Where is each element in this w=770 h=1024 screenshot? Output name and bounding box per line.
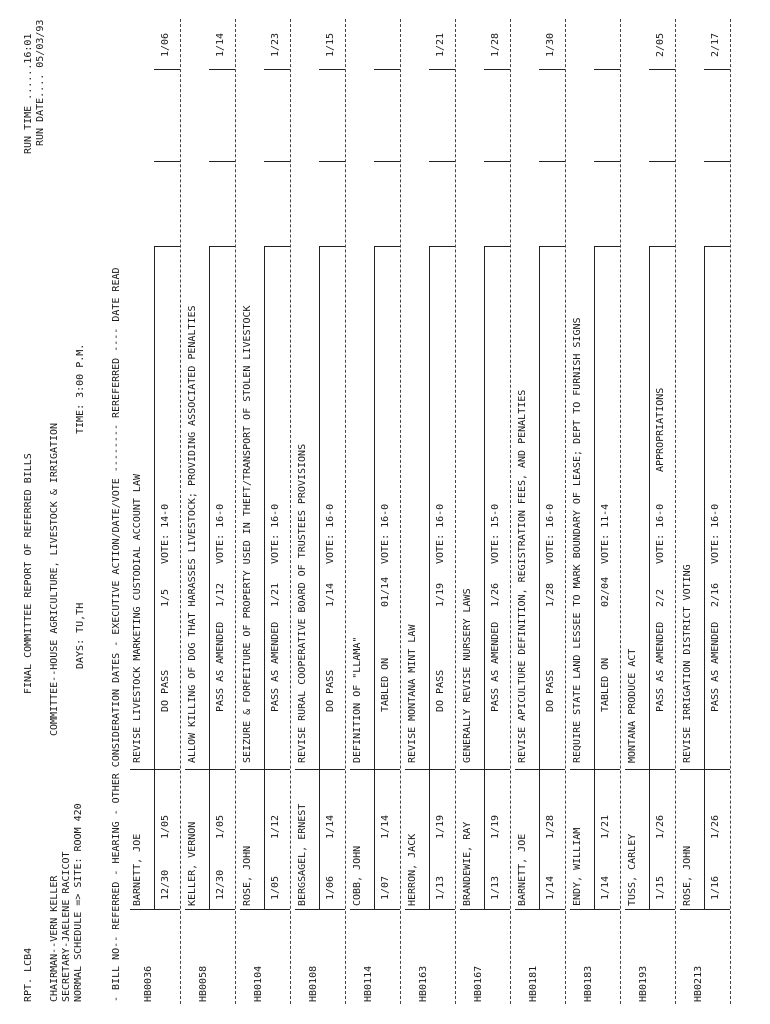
bill-row xyxy=(350,17,402,1002)
row-rule xyxy=(539,247,540,770)
row-rule xyxy=(594,247,595,770)
cell-divider xyxy=(130,909,180,910)
row-rule xyxy=(484,770,485,910)
cell-divider xyxy=(594,69,620,70)
schedule: NORMAL SCHEDULE => SITE: ROOM 420 xyxy=(73,803,84,1002)
cell-divider xyxy=(429,246,455,247)
hearing-date: 1/14 xyxy=(325,814,336,839)
referred-date: 1/14 xyxy=(600,875,611,900)
date-read: 2/05 xyxy=(655,32,666,57)
date-read: 1/30 xyxy=(545,32,556,57)
row-rule xyxy=(319,247,320,770)
bill-row xyxy=(460,17,512,1002)
cell-divider xyxy=(185,769,235,770)
row-rule xyxy=(429,247,430,770)
cell-divider xyxy=(539,69,565,70)
hearing-date: 1/05 xyxy=(160,814,171,839)
action-vote: VOTE: 16-0 xyxy=(435,503,446,564)
cell-divider xyxy=(209,69,235,70)
cell-divider xyxy=(484,246,510,247)
cell-divider xyxy=(704,161,730,162)
bill-number: HB0193 xyxy=(638,965,649,1002)
cell-divider xyxy=(405,769,455,770)
action-vote: VOTE: 11-4 xyxy=(600,503,611,564)
bill-number: HB0181 xyxy=(528,965,539,1002)
row-divider xyxy=(455,19,456,1004)
bill-title: MONTANA PRODUCE ACT xyxy=(627,648,638,763)
row-divider xyxy=(400,19,401,1004)
cell-divider xyxy=(484,161,510,162)
row-divider xyxy=(290,19,291,1004)
bill-row xyxy=(240,17,292,1002)
bill-number: HB0167 xyxy=(473,965,484,1002)
date-read: 1/06 xyxy=(160,32,171,57)
bill-row xyxy=(625,17,677,1002)
action-date: 1/19 xyxy=(435,582,446,607)
referred-date: 1/13 xyxy=(435,875,446,900)
row-divider xyxy=(675,19,676,1004)
meeting-time: TIME: 3:00 P.M. xyxy=(75,343,86,434)
cell-divider xyxy=(704,246,730,247)
action-date: 1/5 xyxy=(160,588,171,607)
meeting-days: DAYS: TU,TH xyxy=(75,602,86,669)
date-read: 1/14 xyxy=(215,32,226,57)
hearing-date: 1/14 xyxy=(380,814,391,839)
bill-title: ALLOW KILLING OF DOG THAT HARASSES LIVESTOCK; PROVIDING ASSOCIATED PENALTIES xyxy=(187,305,198,763)
bill-number: HB0036 xyxy=(143,965,154,1002)
action-date: 02/04 xyxy=(600,576,611,607)
executive-action: TABLED ON xyxy=(380,657,391,712)
bill-sponsor: BERGSAGEL, ERNEST xyxy=(297,803,308,906)
cell-divider xyxy=(240,769,290,770)
hearing-date: 1/19 xyxy=(435,814,446,839)
run-date: RUN DATE.... 05/03/93 xyxy=(35,19,46,146)
row-rule xyxy=(539,770,540,910)
bill-sponsor: TUSS, CARLEY xyxy=(627,833,638,906)
row-rule xyxy=(154,247,155,770)
row-rule xyxy=(319,770,320,910)
executive-action: DO PASS xyxy=(325,669,336,712)
bill-number: HB0114 xyxy=(363,965,374,1002)
cell-divider xyxy=(154,69,180,70)
date-read: 1/15 xyxy=(325,32,336,57)
row-rule xyxy=(429,770,430,910)
cell-divider xyxy=(570,769,620,770)
cell-divider xyxy=(704,69,730,70)
cell-divider xyxy=(680,909,730,910)
hearing-date: 1/26 xyxy=(655,814,666,839)
action-date: 1/21 xyxy=(270,582,281,607)
row-rule xyxy=(374,247,375,770)
referred-date: 1/07 xyxy=(380,875,391,900)
date-read: 1/21 xyxy=(435,32,446,57)
referred-date: 1/16 xyxy=(710,875,721,900)
rereferred-committee: APPROPRIATIONS xyxy=(655,387,666,472)
row-rule xyxy=(264,247,265,770)
bill-title: REQUIRE STATE LAND LESSEE TO MARK BOUNDARY OF LEASE; DEPT TO FURNISH SIGNS xyxy=(572,317,583,763)
cell-divider xyxy=(185,909,235,910)
referred-date: 1/05 xyxy=(270,875,281,900)
cell-divider xyxy=(374,246,400,247)
row-divider xyxy=(235,19,236,1004)
action-vote: VOTE: 16-0 xyxy=(380,503,391,564)
cell-divider xyxy=(429,69,455,70)
cell-divider xyxy=(295,909,345,910)
bill-row xyxy=(295,17,347,1002)
action-date: 2/2 xyxy=(655,588,666,607)
executive-action: PASS AS AMENDED xyxy=(270,621,281,712)
cell-divider xyxy=(209,161,235,162)
bill-title: REVISE RURAL COOPERATIVE BOARD OF TRUSTEES PROVISIONS xyxy=(297,443,308,763)
bill-title: DEFINITION OF "LLAMA" xyxy=(352,636,363,763)
executive-action: PASS AS AMENDED xyxy=(710,621,721,712)
cell-divider xyxy=(405,909,455,910)
referred-date: 1/13 xyxy=(490,875,501,900)
cell-divider xyxy=(374,161,400,162)
cell-divider xyxy=(209,246,235,247)
cell-divider xyxy=(570,909,620,910)
cell-divider xyxy=(350,909,400,910)
cell-divider xyxy=(350,769,400,770)
cell-divider xyxy=(264,246,290,247)
date-read: 1/23 xyxy=(270,32,281,57)
bill-row xyxy=(185,17,237,1002)
row-rule xyxy=(209,770,210,910)
executive-action: DO PASS xyxy=(545,669,556,712)
secretary: SECRETARY-JAELENE RACICOT xyxy=(61,851,72,1002)
cell-divider xyxy=(680,769,730,770)
referred-date: 1/14 xyxy=(545,875,556,900)
referred-date: 12/30 xyxy=(160,869,171,900)
cell-divider xyxy=(649,161,675,162)
action-vote: VOTE: 15-0 xyxy=(490,503,501,564)
action-date: 1/26 xyxy=(490,582,501,607)
cell-divider xyxy=(374,69,400,70)
hearing-date: 1/26 xyxy=(710,814,721,839)
bill-row xyxy=(680,17,732,1002)
action-date: 1/12 xyxy=(215,582,226,607)
row-rule xyxy=(484,247,485,770)
row-rule xyxy=(704,247,705,770)
action-date: 1/28 xyxy=(545,582,556,607)
bill-row xyxy=(405,17,457,1002)
action-vote: VOTE: 16-0 xyxy=(215,503,226,564)
cell-divider xyxy=(539,246,565,247)
executive-action: PASS AS AMENDED xyxy=(490,621,501,712)
bill-sponsor: KELLER, VERNON xyxy=(187,821,198,906)
executive-action: PASS AS AMENDED xyxy=(655,621,666,712)
cell-divider xyxy=(154,246,180,247)
action-vote: VOTE: 14-0 xyxy=(160,503,171,564)
cell-divider xyxy=(649,246,675,247)
cell-divider xyxy=(130,769,180,770)
row-divider xyxy=(510,19,511,1004)
bill-sponsor: ENDY, WILLIAM xyxy=(572,827,583,906)
row-rule xyxy=(649,770,650,910)
cell-divider xyxy=(295,769,345,770)
cell-divider xyxy=(429,161,455,162)
column-header: - BILL NO-- REFERRED - HEARING - OTHER CONSIDERATION DATES - EXECUTIVE ACTION/DATE/VOTE -------- REREFERRED ---- DATE READ xyxy=(111,267,122,1002)
bill-number: HB0104 xyxy=(253,965,264,1002)
bill-row xyxy=(130,17,182,1002)
row-divider xyxy=(345,19,346,1004)
row-rule xyxy=(374,770,375,910)
action-date: 1/14 xyxy=(325,582,336,607)
bill-row xyxy=(515,17,567,1002)
cell-divider xyxy=(319,161,345,162)
cell-divider xyxy=(240,909,290,910)
cell-divider xyxy=(515,909,565,910)
action-vote: VOTE: 16-0 xyxy=(325,503,336,564)
cell-divider xyxy=(264,69,290,70)
hearing-date: 1/28 xyxy=(545,814,556,839)
referred-date: 1/15 xyxy=(655,875,666,900)
bill-title: REVISE MONTANA MINT LAW xyxy=(407,624,418,763)
row-divider xyxy=(565,19,566,1004)
row-rule xyxy=(154,770,155,910)
bill-number: HB0058 xyxy=(198,965,209,1002)
committee-name: COMMITTEE--HOUSE AGRICULTURE, LIVESTOCK & IRRIGATION xyxy=(49,422,60,736)
action-date: 01/14 xyxy=(380,576,391,607)
row-divider xyxy=(180,19,181,1004)
date-read: 2/17 xyxy=(710,32,721,57)
referred-date: 1/06 xyxy=(325,875,336,900)
bill-sponsor: ROSE, JOHN xyxy=(242,845,253,906)
report-id: RPT. LCB4 xyxy=(23,947,34,1002)
chairman: CHAIRMAN--VERN KELLER xyxy=(49,875,60,1002)
cell-divider xyxy=(625,769,675,770)
row-rule xyxy=(704,770,705,910)
executive-action: TABLED ON xyxy=(600,657,611,712)
bill-row xyxy=(570,17,622,1002)
bill-title: REVISE IRRIGATION DISTRICT VOTING xyxy=(682,564,693,763)
executive-action: DO PASS xyxy=(435,669,446,712)
hearing-date: 1/05 xyxy=(215,814,226,839)
referred-date: 12/30 xyxy=(215,869,226,900)
cell-divider xyxy=(319,69,345,70)
cell-divider xyxy=(649,69,675,70)
action-vote: VOTE: 16-0 xyxy=(270,503,281,564)
action-vote: VOTE: 16-0 xyxy=(545,503,556,564)
bill-number: HB0213 xyxy=(693,965,704,1002)
cell-divider xyxy=(625,909,675,910)
executive-action: PASS AS AMENDED xyxy=(215,621,226,712)
executive-action: DO PASS xyxy=(160,669,171,712)
bill-title: REVISE APICULTURE DEFINITION, REGISTRATION FEES, AND PENALTIES xyxy=(517,389,528,763)
bill-sponsor: HERRON, JACK xyxy=(407,833,418,906)
bill-number: HB0108 xyxy=(308,965,319,1002)
hearing-date: 1/21 xyxy=(600,814,611,839)
bill-title: SEIZURE & FORFEITURE OF PROPERTY USED IN THEFT/TRANSPORT OF STOLEN LIVESTOCK xyxy=(242,305,253,763)
cell-divider xyxy=(460,769,510,770)
cell-divider xyxy=(484,69,510,70)
bill-sponsor: BARNETT, JOE xyxy=(517,833,528,906)
cell-divider xyxy=(594,161,620,162)
cell-divider xyxy=(460,909,510,910)
row-rule xyxy=(209,247,210,770)
row-rule xyxy=(594,770,595,910)
action-vote: VOTE: 16-0 xyxy=(710,503,721,564)
row-divider xyxy=(730,19,731,1004)
action-date: 2/16 xyxy=(710,582,721,607)
bill-sponsor: ROSE, JOHN xyxy=(682,845,693,906)
bill-sponsor: BARNETT, JOE xyxy=(132,833,143,906)
date-read: 1/28 xyxy=(490,32,501,57)
cell-divider xyxy=(319,246,345,247)
cell-divider xyxy=(539,161,565,162)
bill-sponsor: BRANDEWIE, RAY xyxy=(462,821,473,906)
report-title: FINAL COMMITTEE REPORT OF REFERRED BILLS xyxy=(23,453,34,694)
action-vote: VOTE: 16-0 xyxy=(655,503,666,564)
run-time: RUN TIME ......16:01 xyxy=(23,33,34,154)
cell-divider xyxy=(515,769,565,770)
row-rule xyxy=(649,247,650,770)
cell-divider xyxy=(154,161,180,162)
bill-number: HB0183 xyxy=(583,965,594,1002)
bill-sponsor: COBB, JOHN xyxy=(352,845,363,906)
bill-number: HB0163 xyxy=(418,965,429,1002)
row-rule xyxy=(264,770,265,910)
cell-divider xyxy=(594,246,620,247)
hearing-date: 1/19 xyxy=(490,814,501,839)
bill-title: REVISE LIVESTOCK MARKETING CUSTODIAL ACCOUNT LAW xyxy=(132,474,143,763)
hearing-date: 1/12 xyxy=(270,814,281,839)
row-divider xyxy=(620,19,621,1004)
bill-title: GENERALLY REVISE NURSERY LAWS xyxy=(462,588,473,763)
cell-divider xyxy=(264,161,290,162)
